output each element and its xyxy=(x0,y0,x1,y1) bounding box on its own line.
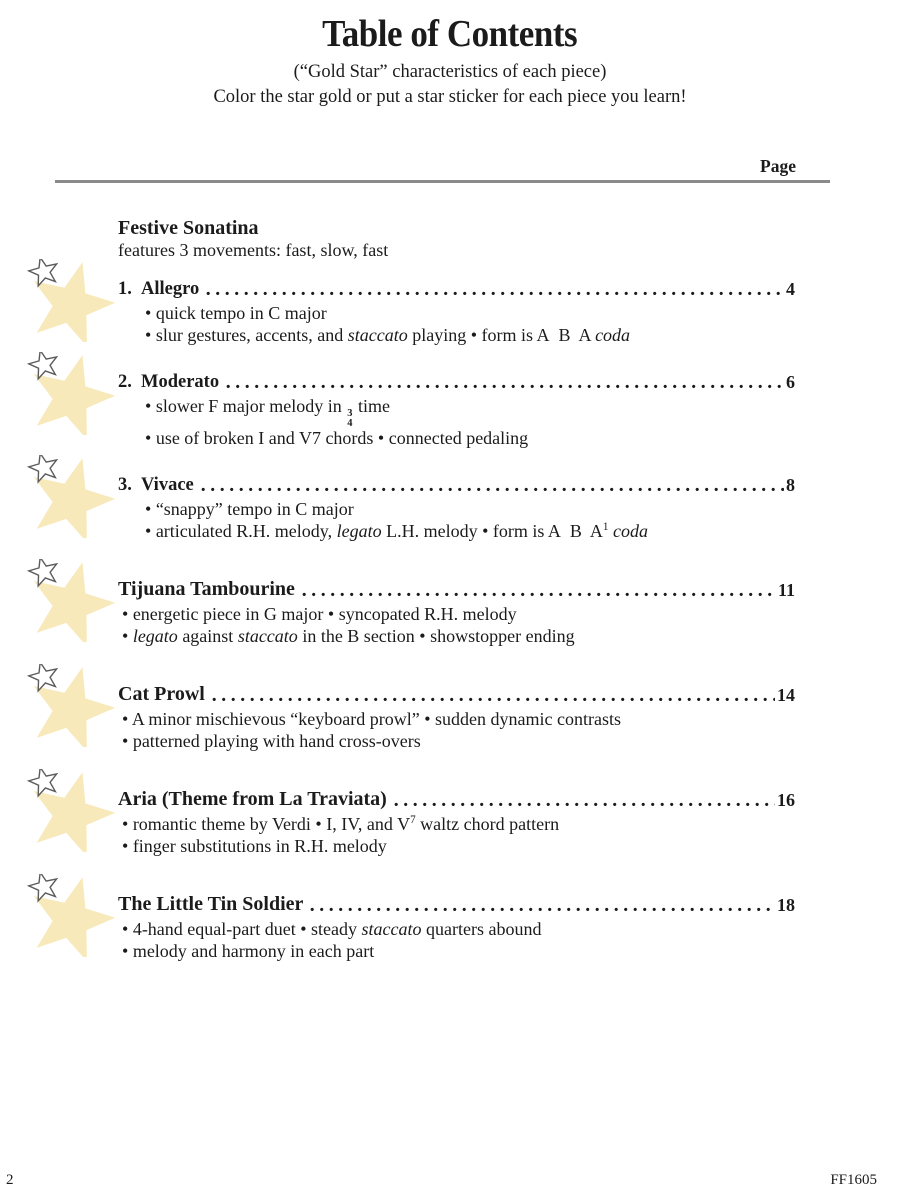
gold-star-icon xyxy=(25,874,118,957)
toc-line xyxy=(118,278,795,300)
toc-line xyxy=(118,578,795,601)
entry-bullets xyxy=(118,604,795,647)
page-header xyxy=(0,0,900,110)
dot-leader xyxy=(302,592,776,597)
entry-page-number: 14 xyxy=(777,685,795,706)
bullet-item: • legato against staccato in the B section • showstopper ending xyxy=(122,626,795,648)
footer-catalog-code: FF1605 xyxy=(830,1172,877,1188)
bullet-item: • slower F major melody in 3 4 time xyxy=(145,396,795,428)
entry-page-number: 18 xyxy=(777,895,795,916)
toc-entry-aria xyxy=(118,788,795,857)
bullet-item: • 4-hand equal-part duet • steady staccato quarters abound xyxy=(122,919,795,941)
entry-title: Tijuana Tambourine xyxy=(118,578,295,601)
bullet-item: • melody and harmony in each part xyxy=(122,941,795,963)
entry-title: The Little Tin Soldier xyxy=(118,893,304,916)
bullet-item: • “snappy” tempo in C major xyxy=(145,499,795,521)
entry-title: Allegro xyxy=(141,279,200,299)
toc-line xyxy=(118,893,795,916)
dot-leader xyxy=(310,907,775,912)
entry-number: 2. xyxy=(118,372,132,392)
entry-bullets xyxy=(118,499,795,542)
section-title: Festive Sonatina xyxy=(118,217,259,239)
dot-leader xyxy=(394,802,775,807)
dot-leader xyxy=(201,487,784,492)
entry-page-number: 6 xyxy=(786,372,795,392)
subtitle-line-1: (“Gold Star” characteristics of each piece) xyxy=(293,62,607,82)
toc-entry-vivace xyxy=(118,474,795,542)
footer-page-number: 2 xyxy=(6,1172,14,1188)
entry-bullets xyxy=(118,396,795,449)
section-heading xyxy=(118,217,795,260)
entry-title: Moderato xyxy=(141,372,220,392)
gold-star-icon xyxy=(25,455,118,538)
entry-title: Aria (Theme from La Traviata) xyxy=(118,788,387,811)
toc-line xyxy=(118,474,795,496)
bullet-item: • articulated R.H. melody, legato L.H. melody • form is A B $A^1$ coda xyxy=(145,521,795,543)
entry-page-number: 4 xyxy=(786,279,795,299)
bullet-item: • quick tempo in C major xyxy=(145,303,795,325)
entry-page-number: 11 xyxy=(777,580,795,601)
entry-bullets xyxy=(118,709,795,752)
subtitle-line-2: Color the star gold or put a star sticker for each piece you learn! xyxy=(213,87,687,107)
gold-star-icon xyxy=(25,769,118,852)
dot-leader xyxy=(226,384,784,389)
toc-entry-little-tin-soldier xyxy=(118,893,795,962)
toc-entry-moderato xyxy=(118,371,795,449)
bullet-item: • finger substitutions in R.H. melody xyxy=(122,836,795,858)
entry-bullets xyxy=(118,814,795,857)
gold-star-icon xyxy=(25,664,118,747)
gold-star-icon xyxy=(25,559,118,642)
section-subtitle: features 3 movements: fast, slow, fast xyxy=(118,240,389,260)
entry-number: 3. xyxy=(118,475,132,496)
entry-page-number: 8 xyxy=(786,475,795,496)
bullet-item: • energetic piece in G major • syncopated R.H. melody xyxy=(122,604,795,626)
entry-bullets xyxy=(118,919,795,962)
entry-bullets xyxy=(118,303,795,346)
bullet-item: • patterned playing with hand cross-overs xyxy=(122,731,795,753)
entry-title: Vivace xyxy=(141,475,194,496)
dot-leader xyxy=(206,291,784,296)
toc-line xyxy=(118,371,795,393)
toc-line xyxy=(118,788,795,811)
toc-entry-cat-prowl xyxy=(118,683,795,752)
bullet-item: • use of broken I and V7 chords • connected pedaling xyxy=(145,428,795,450)
gold-star-icon xyxy=(25,259,118,342)
toc-line xyxy=(118,683,795,706)
toc-entry-allegro xyxy=(118,278,795,346)
bullet-item: • A minor mischievous “keyboard prowl” • sudden dynamic contrasts xyxy=(122,709,795,731)
entry-page-number: 16 xyxy=(777,790,795,811)
bullet-item: • slur gestures, accents, and staccato playing • form is A B A coda xyxy=(145,325,795,347)
page-title: Table of Contents xyxy=(322,13,578,55)
toc-content xyxy=(118,217,795,962)
toc-entry-tijuana-tambourine xyxy=(118,578,795,647)
bullet-item: • romantic theme by Verdi • I, IV, and $V^7$ waltz chord pattern xyxy=(122,814,795,836)
dot-leader xyxy=(212,697,775,702)
entry-number: 1. xyxy=(118,279,132,299)
gold-star-icon xyxy=(25,352,118,435)
header-rule xyxy=(55,180,830,183)
page-column-label: Page xyxy=(760,156,796,176)
entry-title: Cat Prowl xyxy=(118,683,205,706)
